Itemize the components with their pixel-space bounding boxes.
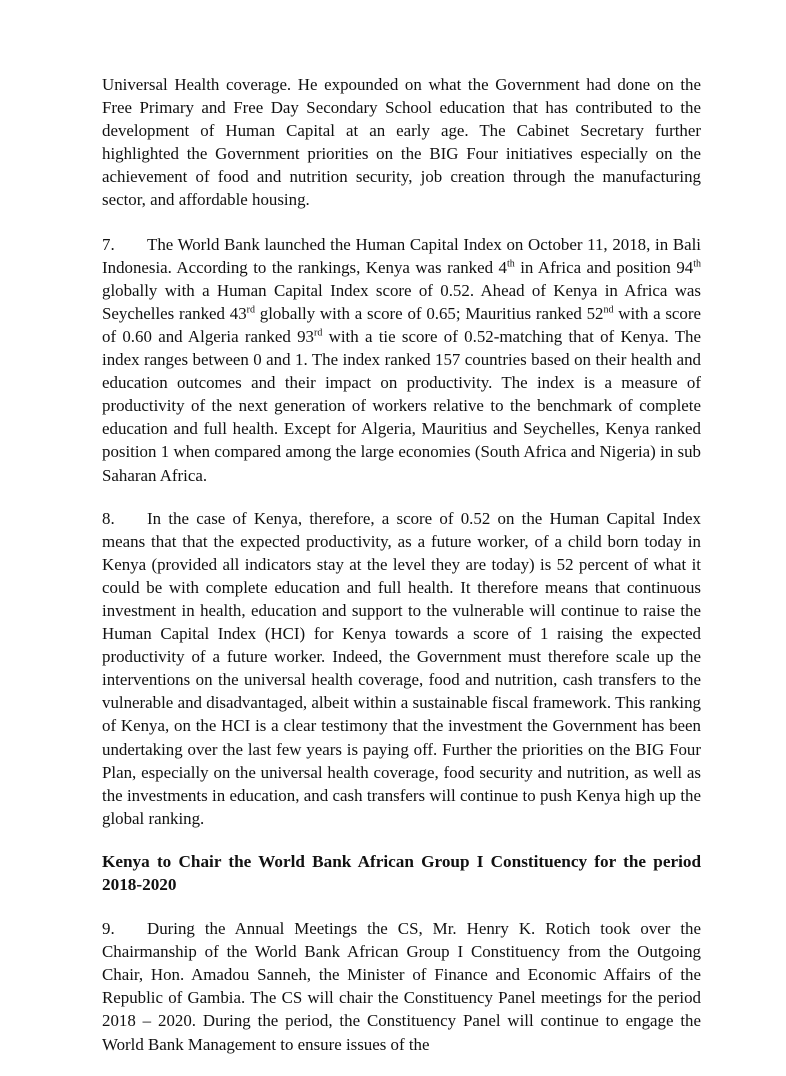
paragraph-text-part: with a tie score of 0.52-matching that of Kenya. The index ranges between 0 and 1. The index ranked 157 countries based on their health and education outcomes and their impact on productivity. The index is a measure of productivity of the next generation of workers relative to the benchmark of complete education and full health. Except for Algeria, Mauritius and Seychelles, Kenya ranked position 1 when compared among the large economies (South Africa and Nigeria) in sub Saharan Africa. <box>102 326 701 485</box>
paragraph-text-part: with a score of 0.60 and Algeria ranked 93 <box>102 303 701 346</box>
ordinal-suffix: th <box>693 258 701 270</box>
section-heading: Kenya to Chair the World Bank African Group I Constituency for the period 2018-2020 <box>102 851 701 894</box>
ordinal-suffix: rd <box>246 304 255 316</box>
paragraph-text-part: in Africa and position 94 <box>514 257 694 277</box>
ordinal-suffix: nd <box>603 304 614 316</box>
ordinal-suffix: rd <box>314 327 323 339</box>
paragraph-text-part: globally with a score of 0.65; Mauritius ranked 52 <box>255 303 604 323</box>
paragraph-number: 7. <box>102 234 115 254</box>
paragraph-text: Universal Health coverage. He expounded on what the Government had done on the Free Primary and Free Day Secondary School education that has contributed to the development of Human Capital at an early age. The Cabinet Secretary further highlighted the Government priorities on the BIG Four initiatives especially on the achievement of food and nutrition security, job creation through the manufacturing sector, and affordable housing. <box>102 75 701 210</box>
paragraph-text: During the Annual Meetings the CS, Mr. Henry K. Rotich took over the Chairmanship of the World Bank African Group I Constituency from the Outgoing Chair, Hon. Amadou Sanneh, the Minister of Finance and Economic Affairs of the Republic of Gambia. The CS will chair the Constituency Panel meetings for the period 2018 – 2020. During the period, the Constituency Panel will continue to engage the World Bank Management to ensure issues of the <box>102 919 701 1054</box>
paragraph-8 <box>102 507 701 830</box>
paragraph-9 <box>102 917 701 1056</box>
paragraph-text-part: The World Bank launched the Human Capital Index on October 11, 2018, in Bali Indonesia. According to the rankings, Kenya was ranked 4 <box>102 234 701 277</box>
paragraph-text: In the case of Kenya, therefore, a score of 0.52 on the Human Capital Index means that that the expected productivity, as a future worker, of a child born today in Kenya (provided all indicators stay at the level they are today) is 52 percent of what it could be with complete education and full health. It therefore means that continuous investment in health, education and support to the vulnerable will continue to raise the Human Capital Index (HCI) for Kenya towards a score of 1 raising the expected productivity of a future worker. Indeed, the Government must therefore scale up the interventions on the universal health coverage, food and nutrition, cash transfers to the vulnerable and disadvantaged, albeit within a sustainable fiscal framework. This ranking of Kenya, on the HCI is a clear testimony that the investment the Government has been undertaking over the last few years is paying off. Further the priorities on the BIG Four Plan, especially on the universal health coverage, food security and nutrition, as well as the investments in education, and cash transfers will continue to push Kenya high up the global ranking. <box>102 508 701 828</box>
ordinal-suffix: th <box>506 258 515 270</box>
paragraph-text-part: globally with a Human Capital Index score of 0.52. Ahead of Kenya in Africa was Seychelles ranked 43 <box>102 280 701 323</box>
paragraph-number: 9. <box>102 919 115 939</box>
document-page <box>102 73 701 1076</box>
paragraph-number: 8. <box>102 508 115 528</box>
paragraph-7 <box>102 233 701 487</box>
paragraph-continued <box>102 73 701 212</box>
